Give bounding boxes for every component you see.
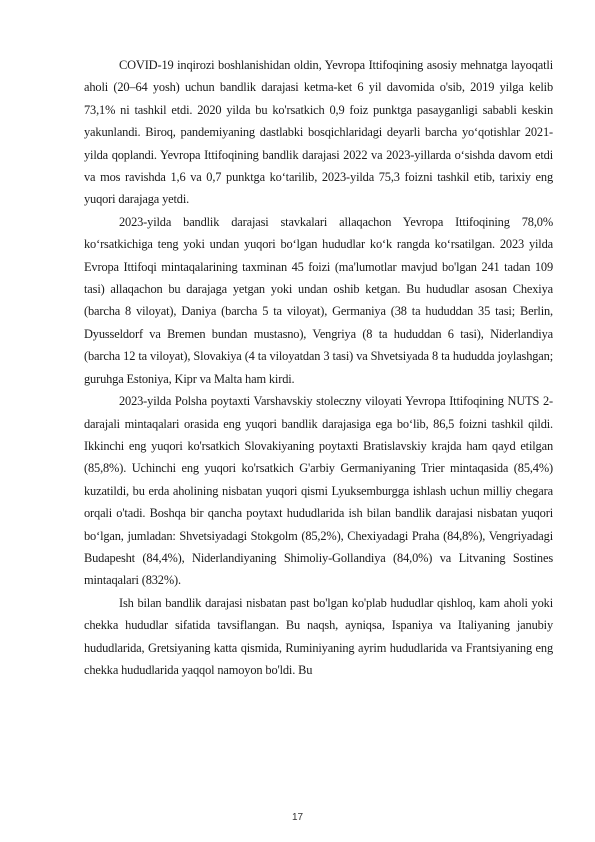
paragraph-regional-rates: 2023-yilda bandlik darajasi stavkalari allaqachon Yevropa Ittifoqining 78,0% ko‘rsatkichiga teng yoki undan yuqori bo‘lgan hududlar ko‘k rangda ko‘rsatilgan. 2023 yilda Evropa Ittifoqi mintaqalarining taxminan 45 foizi (ma'lumotlar mavjud bo'lgan 241 tadan 109 tasi) allaqachon bu darajaga yetgan yoki undan oshib ketgan. Bu hududlar asosan Chexiya (barcha 8 viloyat), Daniya (barcha 5 ta viloyat), Germaniya (38 ta hududdan 35 tasi; Berlin, Dyusseldorf va Bremen bundan mustasno), Vengriya (8 ta hududdan 6 tasi), Niderlandiya (barcha 12 ta viloyat), Slovakiya (4 ta viloyatdan 3 tasi) va Shvetsiyada 8 ta hududda joylashgan; guruhga Estoniya, Kipr va Malta ham kirdi. — [84, 214, 553, 386]
paragraph-covid-employment: COVID-19 inqirozi boshlanishidan oldin, Yevropa Ittifoqining asosiy mehnatga layoqatli aholi (20–64 yosh) uchun bandlik darajasi ketma-ket 6 yil davomida o'sib, 2019 yilga kelib 73,1% ni tashkil etdi. 2020 yilda bu ko'rsatkich 0,9 foiz punktga pasayganligi sababli keskin yakunlandi. Biroq, pandemiyaning dastlabki bosqichlaridagi deyarli barcha yo‘qotishlar 2021-yilda qoplandi. Yevropa Ittifoqining bandlik darajasi 2022 va 2023-yillarda o‘sishda davom etdi va mos ravishda 1,6 va 0,7 punktga ko‘tarilib, 2023-yilda 75,3 foizni tashkil etib, tarixiy eng yuqori darajaga yetdi. — [84, 58, 553, 207]
body-text — [84, 54, 553, 681]
paragraph-highest-regions: 2023-yilda Polsha poytaxti Varshavskiy stoleczny viloyati Yevropa Ittifoqining NUTS 2-darajali mintaqalari orasida eng yuqori bandlik darajasiga ega bo‘lib, 86,5 foizni tashkil qildi. Ikkinchi eng yuqori ko'rsatkich Slovakiyaning poytaxti Bratislavskiy krajda ham qayd etilgan (85,8%). Uchinchi eng yuqori ko'rsatkich G'arbiy Germaniyaning Trier mintaqasida (85,4%) kuzatildi, bu erda aholining nisbatan yuqori qismi Lyuksemburgga ishlash uchun milliy chegara orqali o'tadi. Boshqa bir qancha poytaxt hududlarida ish bilan bandlik darajasi nisbatan yuqori bo‘lgan, jumladan: Shvetsiyadagi Stokgolm (85,2%), Chexiyadagi Praha (84,8%), Vengriyadagi Budapesht (84,4%), Niderlandiyaning Shimoliy-Gollandiya (84,0%) va Litvaning Sostines mintaqalari (832%). — [84, 394, 553, 588]
page-number: 17 — [291, 812, 304, 823]
paragraph-low-employment: Ish bilan bandlik darajasi nisbatan past bo'lgan ko'plab hududlar qishloq, kam aholi yoki chekka hududlar sifatida tavsiflangan. Bu naqsh, ayniqsa, Ispaniya va Italiyaning janubiy hududlarida, Gretsiyaning katta qismida, Ruminiyaning ayrim hududlarida va Frantsiyaning eng chekka hududlarida yaqqol namoyon bo'ldi. Bu — [84, 595, 553, 677]
